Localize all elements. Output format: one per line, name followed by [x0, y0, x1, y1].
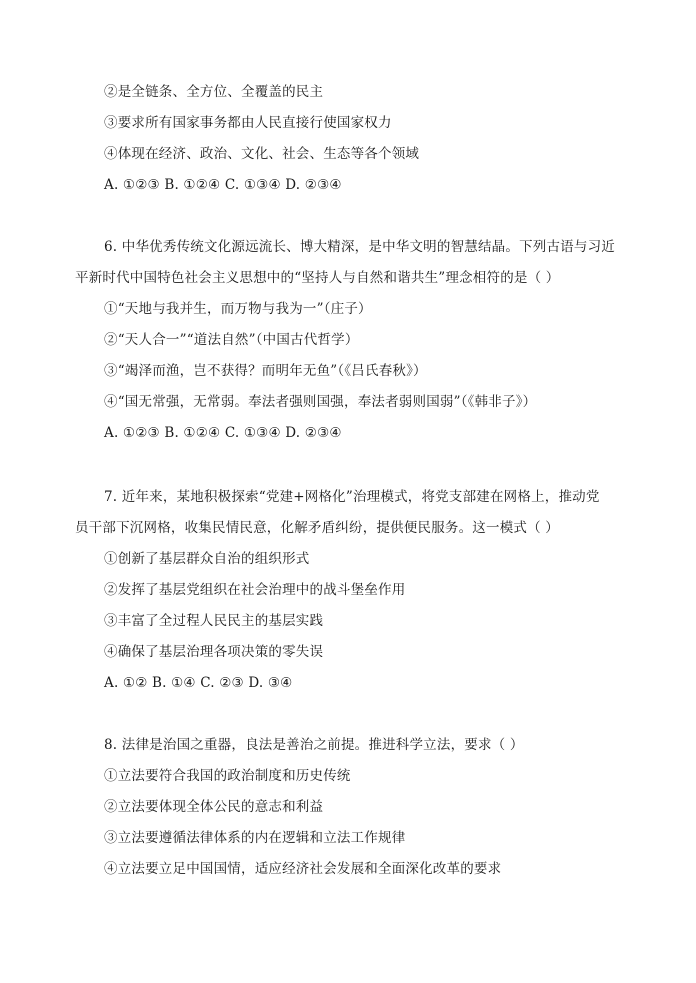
q6-stem-line2: 平新时代中国特色社会主义思想中的“坚持人与自然和谐共生”理念相符的是（ ）	[75, 270, 560, 286]
q5-option-3: ③要求所有国家事务都由人民直接行使国家权力	[104, 115, 392, 131]
q7-choices: A. ①② B. ①④ C. ②③ D. ③④	[104, 675, 293, 691]
q7-stem-line2: 员干部下沉网格，收集民情民意，化解矛盾纠纷，提供便民服务。这一模式（ ）	[75, 520, 559, 536]
q8-stem: 8. 法律是治国之重器，良法是善治之前提。推进科学立法，要求（ ）	[104, 737, 524, 753]
q8-option-2: ②立法要体现全体公民的意志和利益	[104, 799, 324, 815]
q7-option-3: ③丰富了全过程人民民主的基层实践	[104, 613, 324, 629]
q8-option-4: ④立法要立足中国国情，适应经济社会发展和全面深化改革的要求	[104, 861, 502, 877]
q7-option-1: ①创新了基层群众自治的组织形式	[104, 551, 310, 567]
q7-option-2: ②发挥了基层党组织在社会治理中的战斗堡垒作用	[104, 582, 406, 598]
q6-option-1: ①“天地与我并生，而万物与我为一”（庄子）	[104, 301, 372, 317]
q5-option-4: ④体现在经济、政治、文化、社会、生态等各个领域	[104, 146, 420, 162]
q8-option-1: ①立法要符合我国的政治制度和历史传统	[104, 768, 351, 784]
q7-stem-line1: 7. 近年来，某地积极探索“党建+网格化”治理模式，将党支部建在网格上，推动党	[104, 489, 600, 505]
q5-option-2: ②是全链条、全方位、全覆盖的民主	[104, 84, 324, 100]
q6-choices: A. ①②③ B. ①②④ C. ①③④ D. ②③④	[104, 425, 342, 441]
q6-option-3: ③“竭泽而渔，岂不获得？而明年无鱼”（《吕氏春秋》）	[104, 363, 427, 379]
q8-option-3: ③立法要遵循法律体系的内在逻辑和立法工作规律	[104, 830, 406, 846]
q6-option-2: ②“天人合一”“道法自然”（中国古代哲学）	[104, 332, 359, 348]
q6-stem-line1: 6. 中华优秀传统文化源远流长、博大精深，是中华文明的智慧结晶。下列古语与习近	[104, 239, 615, 255]
q7-option-4: ④确保了基层治理各项决策的零失误	[104, 644, 324, 660]
q6-option-4: ④“国无常强，无常弱。奉法者强则国强，奉法者弱则国弱”（《韩非子》）	[104, 394, 537, 410]
q5-choices: A. ①②③ B. ①②④ C. ①③④ D. ②③④	[104, 177, 342, 193]
